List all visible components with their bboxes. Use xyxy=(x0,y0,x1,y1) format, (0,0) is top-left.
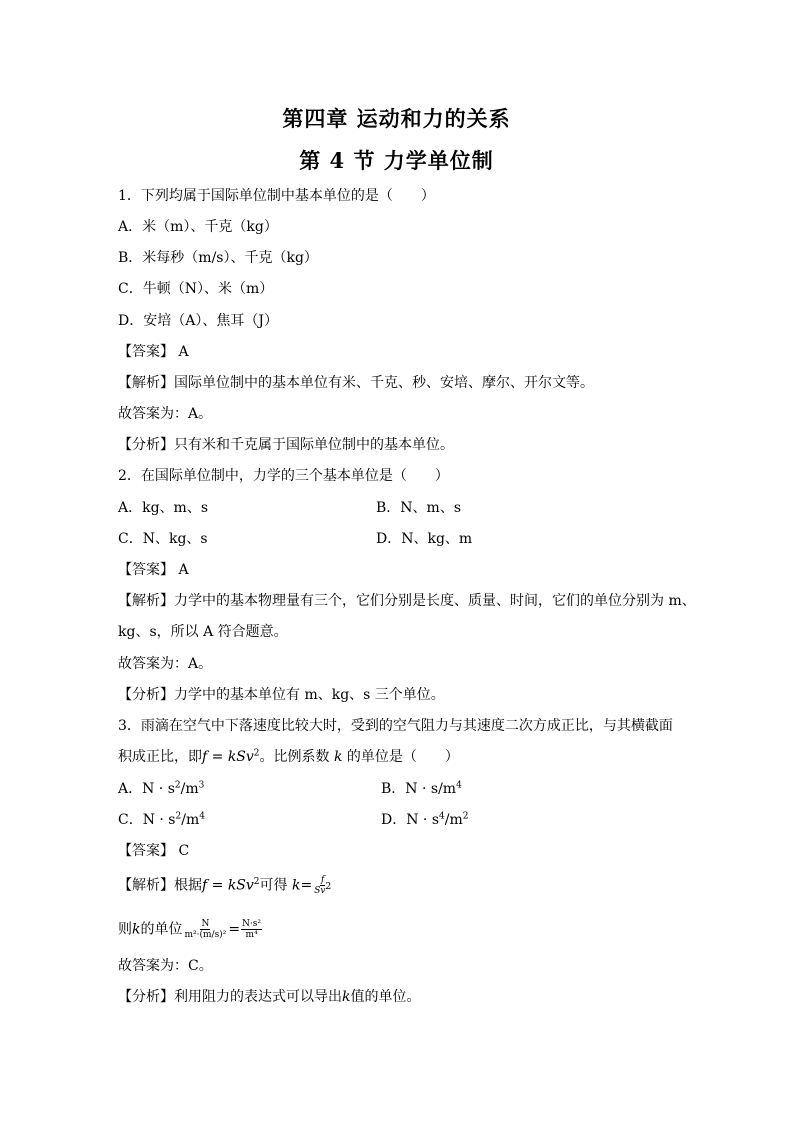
q3-frac1-den: Sv xyxy=(314,886,326,896)
q3-unit-k: k xyxy=(132,921,141,938)
q3-option-d-exp2: 2 xyxy=(462,811,469,822)
q3-option-c-mid: /m xyxy=(181,812,200,828)
q3-stem-text-c: 的单位是（ ） xyxy=(346,749,459,765)
q3-frac3-den: m⁴ xyxy=(245,930,258,940)
q3-analysis-text-a: 【解析】根据 xyxy=(118,877,202,894)
q3-frac2-den: m²·(m/s)² xyxy=(184,930,227,940)
q3-option-c-exp1: 2 xyxy=(175,811,182,822)
q1-option-d: D．安培（A）、焦耳（J） xyxy=(118,313,278,329)
q3-frac3-num: N·s² xyxy=(242,919,262,929)
q3-option-c xyxy=(118,811,205,829)
q1-stem: 1．下列均属于国际单位制中基本单位的是（ ） xyxy=(118,188,435,204)
q3-fraction-units xyxy=(183,919,227,940)
q3-stem-text-a: 积成正比，即 xyxy=(118,749,202,765)
q2-option-a: A．kg、m、s xyxy=(118,500,209,516)
q1-option-a: A．米（m）、千克（kg） xyxy=(118,219,278,235)
q3-comment-text-b: 值的单位。 xyxy=(350,989,421,1005)
q3-option-d xyxy=(381,811,468,829)
q2-stem: 2．在国际单位制中，力学的三个基本单位是（ ） xyxy=(118,468,449,484)
q1-answer: 【答案】 A xyxy=(118,344,189,360)
chapter-title: 第四章 运动和力的关系 xyxy=(282,106,511,131)
q3-equals: = xyxy=(228,921,241,938)
q1-option-c: C．牛顿（N）、米（m） xyxy=(118,281,274,297)
q3-option-a-exp1: 2 xyxy=(174,780,181,791)
q3-comment-text-a: 【分析】利用阻力的表达式可以导出 xyxy=(118,989,342,1005)
q3-option-b-pre: B．N · s/m xyxy=(381,781,457,797)
q3-analysis-text-b: 可得 xyxy=(259,877,288,894)
q3-formula: f = kSv xyxy=(202,749,254,765)
q3-analysis-k-eq: k= xyxy=(291,877,313,894)
q3-unit-text-b: 的单位 xyxy=(140,921,183,938)
section-title: 第 4 节 力学单位制 xyxy=(299,148,494,173)
q3-unit-text-a: 则 xyxy=(118,921,132,938)
q2-option-b: B．N、m、s xyxy=(376,500,461,516)
q3-option-b xyxy=(381,780,462,798)
q3-analysis-formula: f = kSv xyxy=(202,877,254,894)
q2-analysis-line1: 【解析】力学中的基本物理量有三个，它们分别是长度、质量、时间，它们的单位分别为 m、 xyxy=(118,593,696,609)
q3-option-d-mid: /m xyxy=(444,812,463,828)
q2-conclusion: 故答案为：A。 xyxy=(118,656,213,672)
q3-option-a-mid: /m xyxy=(180,781,199,797)
q1-option-b: B．米每秒（m/s）、千克（kg） xyxy=(118,250,318,266)
q1-analysis: 【解析】国际单位制中的基本单位有米、千克、秒、安培、摩尔、开尔文等。 xyxy=(118,375,594,391)
q2-answer: 【答案】 A xyxy=(118,562,189,578)
q3-stem-line1: 3．雨滴在空气中下落速度比较大时，受到的空气阻力与其速度二次方成正比，与其横截面 xyxy=(118,718,673,734)
q3-unit-derivation xyxy=(118,919,263,940)
q2-analysis-line2: kg、s，所以 A 符合题意。 xyxy=(118,624,288,640)
q1-comment: 【分析】只有米和千克属于国际单位制中的基本单位。 xyxy=(118,437,454,453)
q3-option-a-exp2: 3 xyxy=(198,780,205,791)
q3-stem-text-b: 。比例系数 xyxy=(259,749,330,765)
q3-conclusion: 故答案为：C。 xyxy=(118,958,213,974)
q3-option-d-pre: D．N · s xyxy=(381,812,440,828)
q2-option-d: D．N、kg、m xyxy=(376,531,473,547)
q3-analysis xyxy=(118,875,333,896)
q3-fraction-f-over-sv2 xyxy=(313,875,332,896)
q3-analysis-formula-exp: 2 xyxy=(253,876,260,887)
q3-answer: 【答案】 C xyxy=(118,843,190,859)
q3-fraction-result xyxy=(241,919,262,940)
q3-option-b-exp: 4 xyxy=(456,780,462,791)
q2-comment: 【分析】力学中的基本单位有 m、kg、s 三个单位。 xyxy=(118,687,445,703)
q3-frac2-num: N xyxy=(201,919,210,929)
q3-frac1-den-exp: 2 xyxy=(325,882,332,892)
q2-option-c: C．N、kg、s xyxy=(118,531,208,547)
q3-option-a-pre: A．N · s xyxy=(118,781,175,797)
q3-k-symbol: k xyxy=(333,749,343,765)
q3-option-c-exp2: 4 xyxy=(199,811,205,822)
q3-frac1-num: f xyxy=(321,875,325,885)
q3-option-d-exp1: 4 xyxy=(439,811,445,822)
q3-formula-exponent: 2 xyxy=(253,748,260,759)
q3-comment xyxy=(118,988,420,1006)
q3-stem-line2 xyxy=(118,748,459,766)
q1-conclusion: 故答案为：A。 xyxy=(118,406,213,422)
q3-option-c-pre: C．N · s xyxy=(118,812,176,828)
q3-comment-k: k xyxy=(342,989,351,1005)
q3-option-a xyxy=(118,780,204,798)
